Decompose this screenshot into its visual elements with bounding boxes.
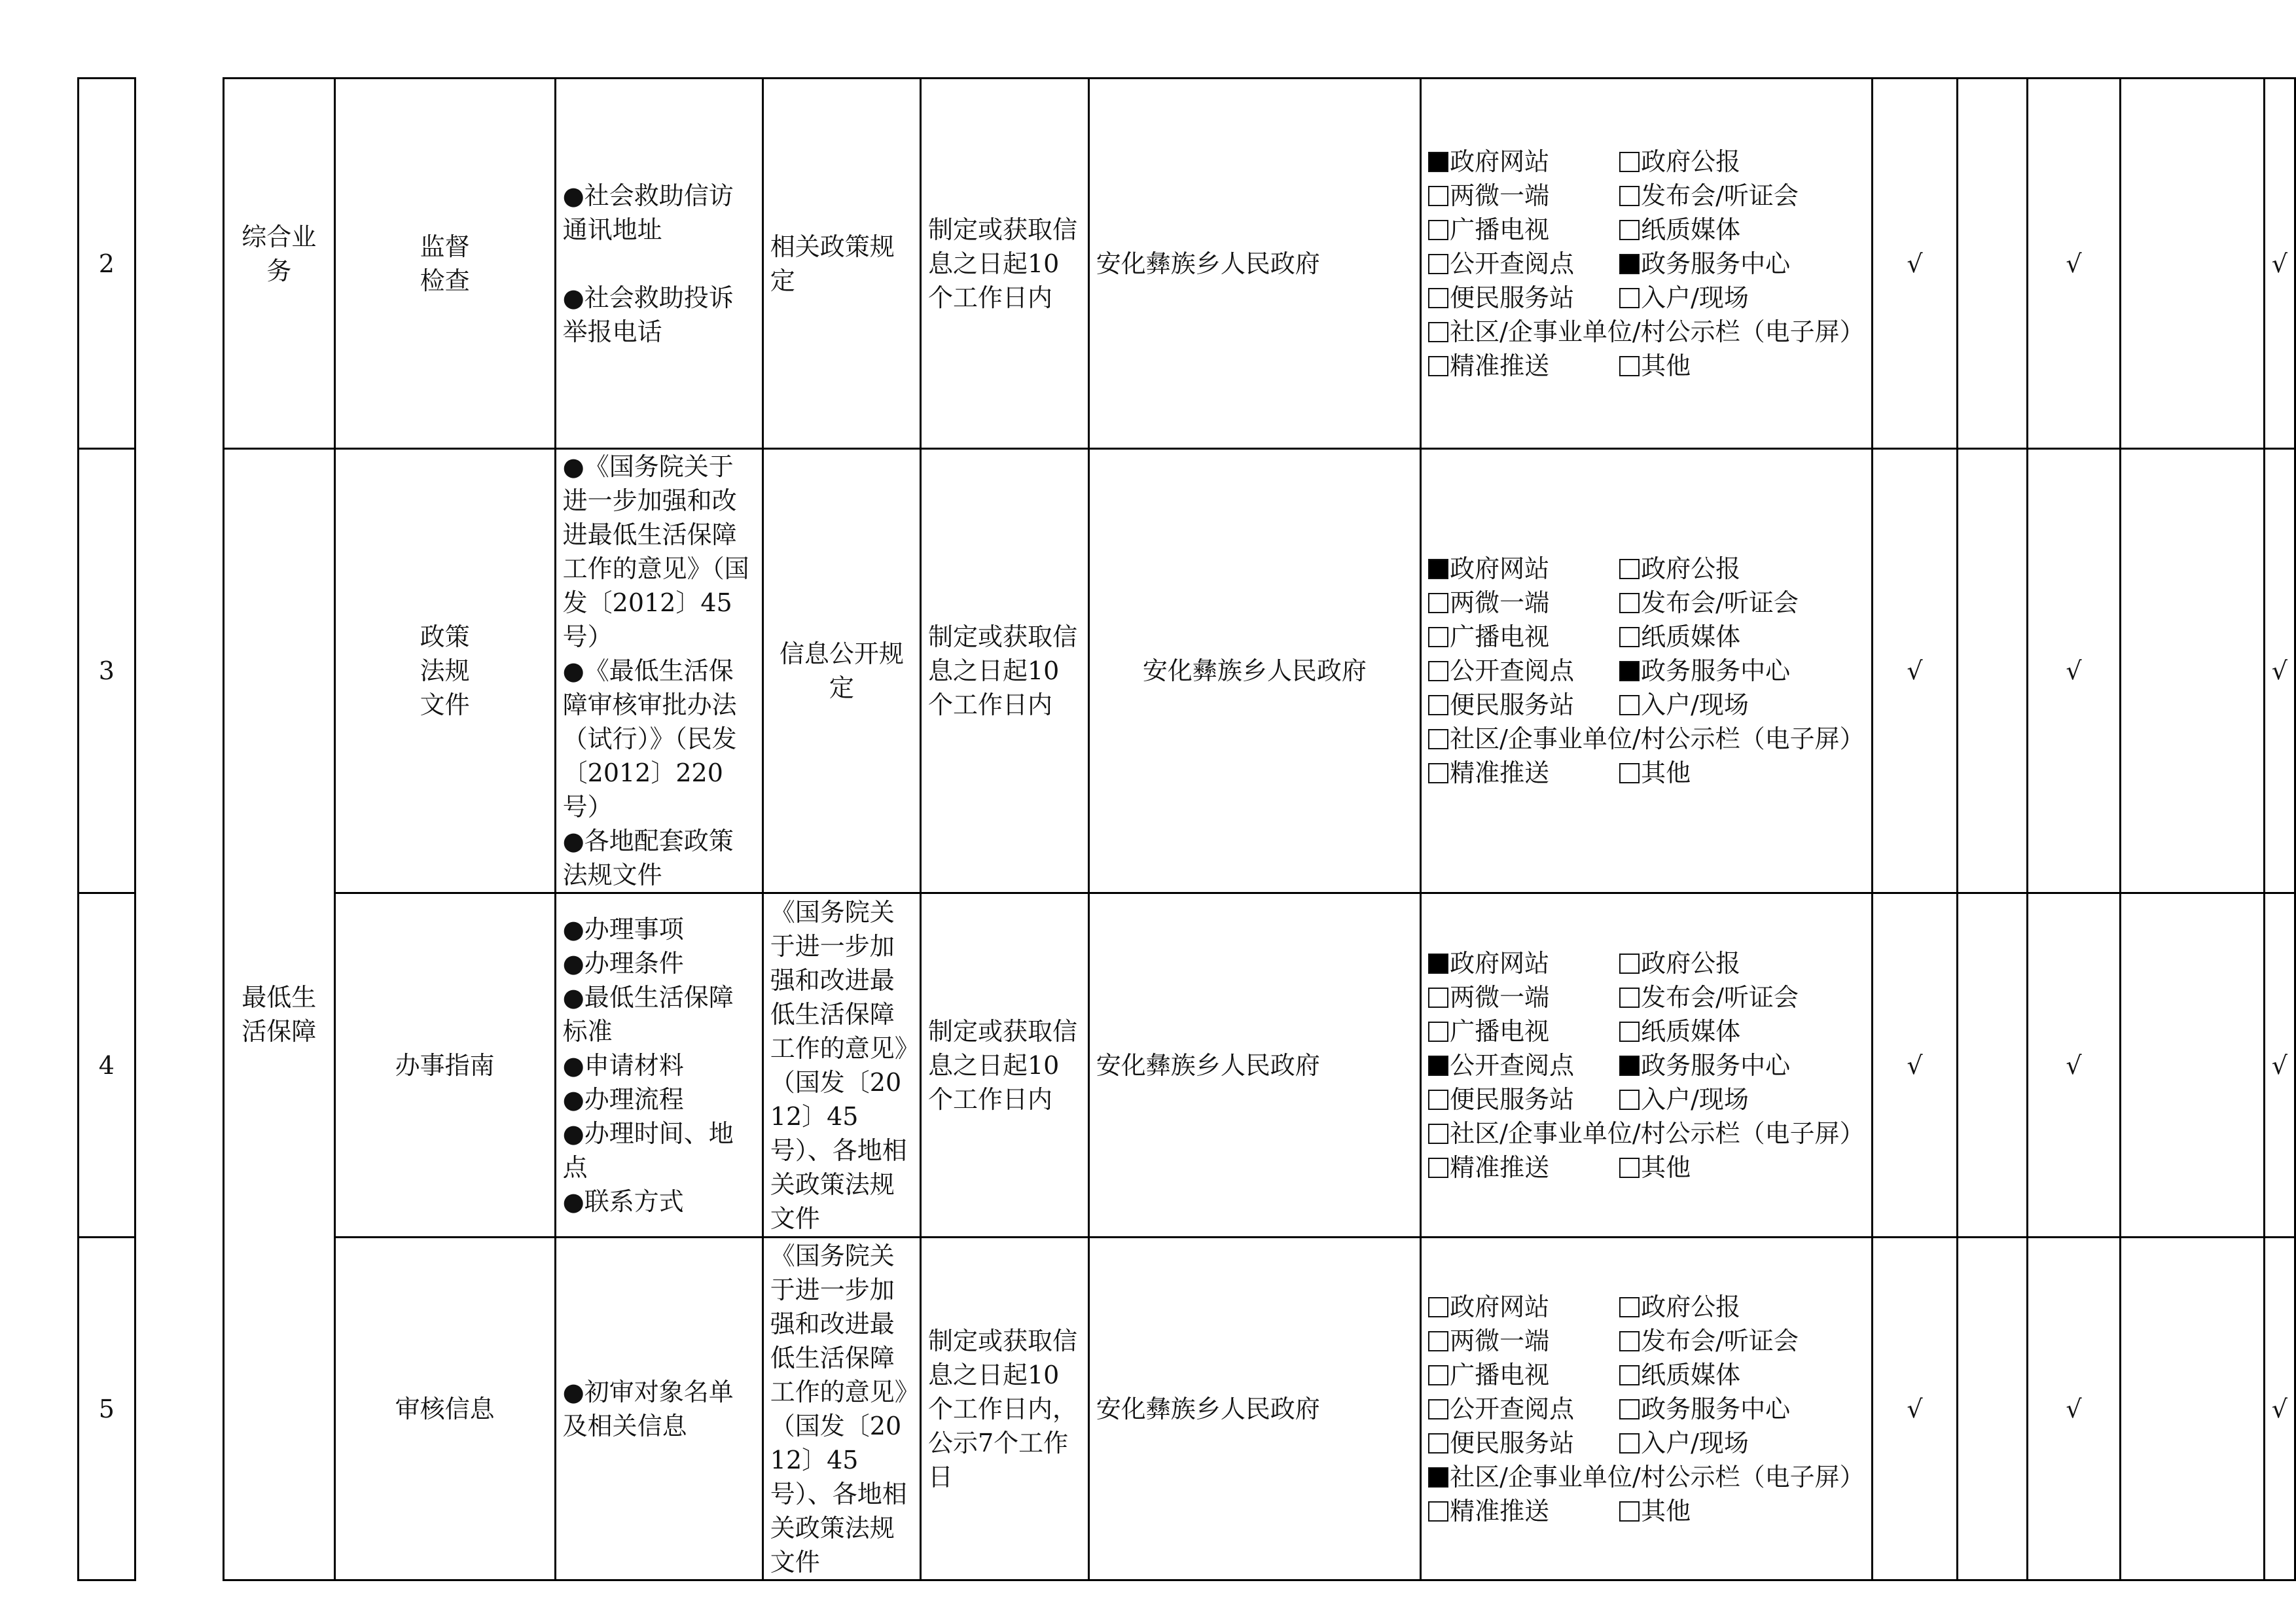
unchecked-box-icon xyxy=(1428,1331,1448,1351)
unchecked-box-icon xyxy=(1428,695,1448,715)
channel-option xyxy=(1428,1014,1619,1048)
channel-option xyxy=(1619,688,1749,722)
unchecked-box-icon xyxy=(1619,152,1640,172)
channel-option xyxy=(1619,1426,1749,1460)
tick-level: √ xyxy=(2264,79,2295,449)
unchecked-box-icon xyxy=(1619,954,1640,974)
channel-option xyxy=(1428,552,1619,586)
channel-label: 政务服务中心 xyxy=(1641,656,1791,685)
channel-label: 精准推送 xyxy=(1450,1496,1550,1525)
channel-option xyxy=(1428,1460,1865,1494)
channel-option xyxy=(1619,145,1740,179)
channels-cell xyxy=(1421,1238,1873,1580)
channel-option xyxy=(1428,620,1619,654)
channel-label: 广播电视 xyxy=(1450,1360,1550,1389)
channel-row xyxy=(1428,1290,1865,1324)
tick-specific xyxy=(1958,893,2028,1238)
channel-row xyxy=(1428,1426,1865,1460)
channel-option xyxy=(1619,247,1790,281)
category-text: 综合业 务 xyxy=(242,222,317,285)
channel-label: 公开查阅点 xyxy=(1450,249,1575,278)
channel-label: 纸质媒体 xyxy=(1641,215,1741,244)
channel-option xyxy=(1428,688,1619,722)
channel-label: 发布会/听证会 xyxy=(1641,982,1799,1012)
channel-row xyxy=(1428,1494,1865,1528)
unchecked-box-icon xyxy=(1619,1501,1640,1522)
channel-option xyxy=(1619,756,1691,790)
tick-level: √ xyxy=(2264,893,2295,1238)
tick-active: √ xyxy=(2027,79,2120,449)
channel-option xyxy=(1428,1358,1619,1392)
table-row xyxy=(79,1238,2295,1580)
channel-label: 广播电视 xyxy=(1450,215,1550,244)
channel-option xyxy=(1619,349,1691,383)
channel-label: 纸质媒体 xyxy=(1641,1360,1741,1389)
checked-box-icon xyxy=(1619,254,1640,274)
item-cell: 监督 检查 xyxy=(334,79,555,449)
channel-label: 纸质媒体 xyxy=(1641,622,1741,651)
channel-label: 两微一端 xyxy=(1450,1326,1550,1355)
channel-row xyxy=(1428,1082,1865,1116)
channel-label: 广播电视 xyxy=(1450,1016,1550,1046)
unchecked-box-icon xyxy=(1619,1022,1640,1042)
channel-label: 入户/现场 xyxy=(1641,283,1749,312)
channel-option xyxy=(1619,281,1749,315)
unchecked-box-icon xyxy=(1428,288,1448,308)
tick-application xyxy=(2121,893,2265,1238)
channel-row xyxy=(1428,552,1865,586)
category-cell: 最低生 活保障 xyxy=(223,449,334,1580)
channel-option xyxy=(1428,315,1865,349)
row-number: 3 xyxy=(79,449,135,893)
channel-label: 两微一端 xyxy=(1450,588,1550,617)
tick-application xyxy=(2121,449,2265,893)
table-row xyxy=(79,893,2295,1238)
channel-option xyxy=(1428,1048,1619,1082)
channel-option xyxy=(1428,1324,1619,1358)
table-row xyxy=(79,79,2295,449)
channel-row xyxy=(1428,1358,1865,1392)
unchecked-box-icon xyxy=(1619,627,1640,647)
channel-row xyxy=(1428,281,1865,315)
channel-label: 两微一端 xyxy=(1450,982,1550,1012)
unchecked-box-icon xyxy=(1619,1365,1640,1385)
subject-cell: 安化彝族乡人民政府 xyxy=(1088,1238,1420,1580)
unchecked-box-icon xyxy=(1428,988,1448,1008)
unchecked-box-icon xyxy=(1619,763,1640,783)
channel-label: 入户/现场 xyxy=(1641,690,1749,719)
unchecked-box-icon xyxy=(1619,1297,1640,1317)
tick-level: √ xyxy=(2264,449,2295,893)
channel-option xyxy=(1619,654,1790,688)
item-cell: 审核信息 xyxy=(334,1238,555,1580)
channel-label: 两微一端 xyxy=(1450,181,1550,210)
channel-label: 政府网站 xyxy=(1450,948,1550,978)
tick-active: √ xyxy=(2027,893,2120,1238)
channel-label: 发布会/听证会 xyxy=(1641,588,1799,617)
channel-option xyxy=(1428,586,1619,620)
channel-label: 精准推送 xyxy=(1450,351,1550,380)
channel-option xyxy=(1619,1392,1790,1426)
channel-label: 其他 xyxy=(1641,1496,1691,1525)
time-cell: 制定或获取信息之日起10个工作日内 xyxy=(920,893,1088,1238)
item-cell: 办事指南 xyxy=(334,893,555,1238)
channel-option xyxy=(1428,349,1619,383)
unchecked-box-icon xyxy=(1619,288,1640,308)
channel-label: 便民服务站 xyxy=(1450,1084,1575,1114)
channel-label: 其他 xyxy=(1641,758,1691,787)
tick-specific xyxy=(1958,449,2028,893)
channels-cell xyxy=(1421,449,1873,893)
row-number: 2 xyxy=(79,79,135,449)
channel-option xyxy=(1619,213,1740,247)
unchecked-box-icon xyxy=(1619,220,1640,240)
channel-option xyxy=(1619,980,1799,1014)
unchecked-box-icon xyxy=(1428,1124,1448,1144)
channel-label: 政府网站 xyxy=(1450,147,1550,176)
channel-option xyxy=(1428,980,1619,1014)
channel-label: 精准推送 xyxy=(1450,1152,1550,1182)
tick-specific xyxy=(1958,79,2028,449)
channel-option xyxy=(1428,281,1619,315)
unchecked-box-icon xyxy=(1428,1090,1448,1110)
subject-cell: 安化彝族乡人民政府 xyxy=(1088,893,1420,1238)
unchecked-box-icon xyxy=(1428,186,1448,206)
channels-cell xyxy=(1421,79,1873,449)
spacer-cell xyxy=(135,449,223,893)
tick-all-society: √ xyxy=(1872,449,1958,893)
channel-label: 公开查阅点 xyxy=(1450,656,1575,685)
unchecked-box-icon xyxy=(1428,593,1448,613)
tick-level: √ xyxy=(2264,1238,2295,1580)
table-body xyxy=(79,79,2295,1580)
channel-option xyxy=(1428,756,1619,790)
channel-option xyxy=(1428,1082,1619,1116)
channel-row xyxy=(1428,946,1865,980)
subject-cell: 安化彝族乡人民政府 xyxy=(1088,449,1420,893)
basis-cell: 《国务院关于进一步加强和改进最低生活保障工作的意见》（国发〔2012〕45号）、各地相关政策法规文件 xyxy=(762,1238,920,1580)
channel-label: 政府公报 xyxy=(1641,147,1741,176)
unchecked-box-icon xyxy=(1428,1022,1448,1042)
subject-cell: 安化彝族乡人民政府 xyxy=(1088,79,1420,449)
channel-label: 便民服务站 xyxy=(1450,690,1575,719)
channel-label: 政府公报 xyxy=(1641,1292,1741,1321)
channel-label: 政府公报 xyxy=(1641,948,1741,978)
channel-option xyxy=(1619,620,1740,654)
checked-box-icon xyxy=(1428,1056,1448,1076)
channel-option xyxy=(1619,552,1740,586)
unchecked-box-icon xyxy=(1428,1297,1448,1317)
row-number: 4 xyxy=(79,893,135,1238)
channel-label: 其他 xyxy=(1641,1152,1691,1182)
channel-label: 政务服务中心 xyxy=(1641,1050,1791,1080)
channel-option xyxy=(1619,1150,1691,1185)
checked-box-icon xyxy=(1619,1056,1640,1076)
channel-row xyxy=(1428,145,1865,179)
unchecked-box-icon xyxy=(1428,254,1448,274)
channel-label: 政府网站 xyxy=(1450,1292,1550,1321)
channel-row xyxy=(1428,980,1865,1014)
channel-label: 社区/企事业单位/村公示栏（电子屏） xyxy=(1450,724,1865,753)
channel-option xyxy=(1619,1324,1799,1358)
channel-label: 发布会/听证会 xyxy=(1641,181,1799,210)
spacer-cell xyxy=(135,79,223,449)
unchecked-box-icon xyxy=(1428,1158,1448,1178)
table-row xyxy=(79,449,2295,893)
item-cell: 政策 法规 文件 xyxy=(334,449,555,893)
time-cell: 制定或获取信息之日起10个工作日内 xyxy=(920,449,1088,893)
unchecked-box-icon xyxy=(1619,695,1640,715)
spacer-cell xyxy=(135,893,223,1238)
channel-option xyxy=(1428,1426,1619,1460)
channel-row xyxy=(1428,1392,1865,1426)
unchecked-box-icon xyxy=(1619,593,1640,613)
channel-option xyxy=(1428,1116,1865,1150)
checked-box-icon xyxy=(1428,954,1448,974)
channel-row xyxy=(1428,349,1865,383)
channel-row xyxy=(1428,1116,1865,1150)
channel-label: 社区/企事业单位/村公示栏（电子屏） xyxy=(1450,317,1865,346)
unchecked-box-icon xyxy=(1428,220,1448,240)
unchecked-box-icon xyxy=(1428,763,1448,783)
disclosure-table xyxy=(77,77,2296,1581)
unchecked-box-icon xyxy=(1428,1501,1448,1522)
tick-active: √ xyxy=(2027,1238,2120,1580)
channel-row xyxy=(1428,620,1865,654)
unchecked-box-icon xyxy=(1428,661,1448,681)
channel-label: 政府公报 xyxy=(1641,554,1741,583)
channel-option xyxy=(1619,946,1740,980)
unchecked-box-icon xyxy=(1428,729,1448,749)
tick-application xyxy=(2121,79,2265,449)
channel-option xyxy=(1428,145,1619,179)
tick-all-society: √ xyxy=(1872,893,1958,1238)
channel-row xyxy=(1428,179,1865,213)
unchecked-box-icon xyxy=(1619,559,1640,579)
channel-label: 发布会/听证会 xyxy=(1641,1326,1799,1355)
content-cell: ●办理事项 ●办理条件 ●最低生活保障标准 ●申请材料 ●办理流程 ●办理时间、地点 ●联系方式 xyxy=(555,893,762,1238)
channel-row xyxy=(1428,586,1865,620)
channel-label: 公开查阅点 xyxy=(1450,1050,1575,1080)
unchecked-box-icon xyxy=(1428,322,1448,342)
channel-row xyxy=(1428,1014,1865,1048)
channel-label: 政务服务中心 xyxy=(1641,249,1791,278)
unchecked-box-icon xyxy=(1619,356,1640,376)
channel-option xyxy=(1619,1014,1740,1048)
channel-option xyxy=(1428,179,1619,213)
channel-option xyxy=(1428,1494,1619,1528)
channel-row xyxy=(1428,654,1865,688)
channel-row xyxy=(1428,1460,1865,1494)
channel-row xyxy=(1428,688,1865,722)
channels-cell xyxy=(1421,893,1873,1238)
unchecked-box-icon xyxy=(1619,1399,1640,1419)
channel-option xyxy=(1428,247,1619,281)
unchecked-box-icon xyxy=(1619,1433,1640,1454)
tick-all-society: √ xyxy=(1872,1238,1958,1580)
unchecked-box-icon xyxy=(1619,186,1640,206)
basis-cell: 信息公开规定 xyxy=(762,449,920,893)
channel-option xyxy=(1428,1392,1619,1426)
channel-row xyxy=(1428,756,1865,790)
channel-label: 社区/企事业单位/村公示栏（电子屏） xyxy=(1450,1118,1865,1148)
channel-label: 便民服务站 xyxy=(1450,1428,1575,1457)
row-number: 5 xyxy=(79,1238,135,1580)
channel-option xyxy=(1619,586,1799,620)
channel-label: 广播电视 xyxy=(1450,622,1550,651)
checked-box-icon xyxy=(1428,559,1448,579)
tick-all-society: √ xyxy=(1872,79,1958,449)
channel-label: 精准推送 xyxy=(1450,758,1550,787)
unchecked-box-icon xyxy=(1428,627,1448,647)
unchecked-box-icon xyxy=(1619,1158,1640,1178)
checked-box-icon xyxy=(1619,661,1640,681)
tick-active: √ xyxy=(2027,449,2120,893)
checked-box-icon xyxy=(1428,1467,1448,1488)
channel-row xyxy=(1428,315,1865,349)
channel-option xyxy=(1428,946,1619,980)
channel-label: 入户/现场 xyxy=(1641,1084,1749,1114)
unchecked-box-icon xyxy=(1619,1090,1640,1110)
channel-option xyxy=(1619,179,1799,213)
content-cell: ●社会救助信访通讯地址 ●社会救助投诉举报电话 xyxy=(555,79,762,449)
channel-label: 公开查阅点 xyxy=(1450,1394,1575,1423)
channel-option xyxy=(1619,1358,1740,1392)
channel-label: 社区/企事业单位/村公示栏（电子屏） xyxy=(1450,1462,1865,1491)
channel-option xyxy=(1428,1290,1619,1324)
channel-option xyxy=(1428,213,1619,247)
channel-row xyxy=(1428,247,1865,281)
channel-row xyxy=(1428,1048,1865,1082)
channel-option xyxy=(1428,1150,1619,1185)
channel-label: 纸质媒体 xyxy=(1641,1016,1741,1046)
unchecked-box-icon xyxy=(1619,988,1640,1008)
checked-box-icon xyxy=(1428,152,1448,172)
content-cell: ●初审对象名单及相关信息 xyxy=(555,1238,762,1580)
unchecked-box-icon xyxy=(1428,356,1448,376)
unchecked-box-icon xyxy=(1428,1433,1448,1454)
time-cell: 制定或获取信息之日起10个工作日内 xyxy=(920,79,1088,449)
channel-option xyxy=(1619,1048,1790,1082)
time-cell: 制定或获取信息之日起10个工作日内，公示7个工作日 xyxy=(920,1238,1088,1580)
channel-row xyxy=(1428,1324,1865,1358)
unchecked-box-icon xyxy=(1619,1331,1640,1351)
channel-row xyxy=(1428,1150,1865,1185)
spacer-cell xyxy=(135,1238,223,1580)
channel-option xyxy=(1619,1082,1749,1116)
tick-specific xyxy=(1958,1238,2028,1580)
basis-cell: 相关政策规定 xyxy=(762,79,920,449)
channel-label: 其他 xyxy=(1641,351,1691,380)
channel-option xyxy=(1428,654,1619,688)
unchecked-box-icon xyxy=(1428,1365,1448,1385)
channel-label: 政府网站 xyxy=(1450,554,1550,583)
channel-row xyxy=(1428,213,1865,247)
category-cell xyxy=(223,79,334,449)
channel-label: 便民服务站 xyxy=(1450,283,1575,312)
channel-label: 政务服务中心 xyxy=(1641,1394,1791,1423)
channel-option xyxy=(1619,1290,1740,1324)
channel-option xyxy=(1428,722,1865,756)
channel-row xyxy=(1428,722,1865,756)
unchecked-box-icon xyxy=(1428,1399,1448,1419)
basis-cell: 《国务院关于进一步加强和改进最低生活保障工作的意见》（国发〔2012〕45号）、各地相关政策法规文件 xyxy=(762,893,920,1238)
tick-application xyxy=(2121,1238,2265,1580)
content-cell: ●《国务院关于进一步加强和改进最低生活保障工作的意见》（国发〔2012〕45号） ●《最低生活保障审核审批办法（试行）》（民发〔2012〕220号） ●各地配套政策法规文件 xyxy=(555,449,762,893)
channel-option xyxy=(1619,1494,1691,1528)
channel-label: 入户/现场 xyxy=(1641,1428,1749,1457)
